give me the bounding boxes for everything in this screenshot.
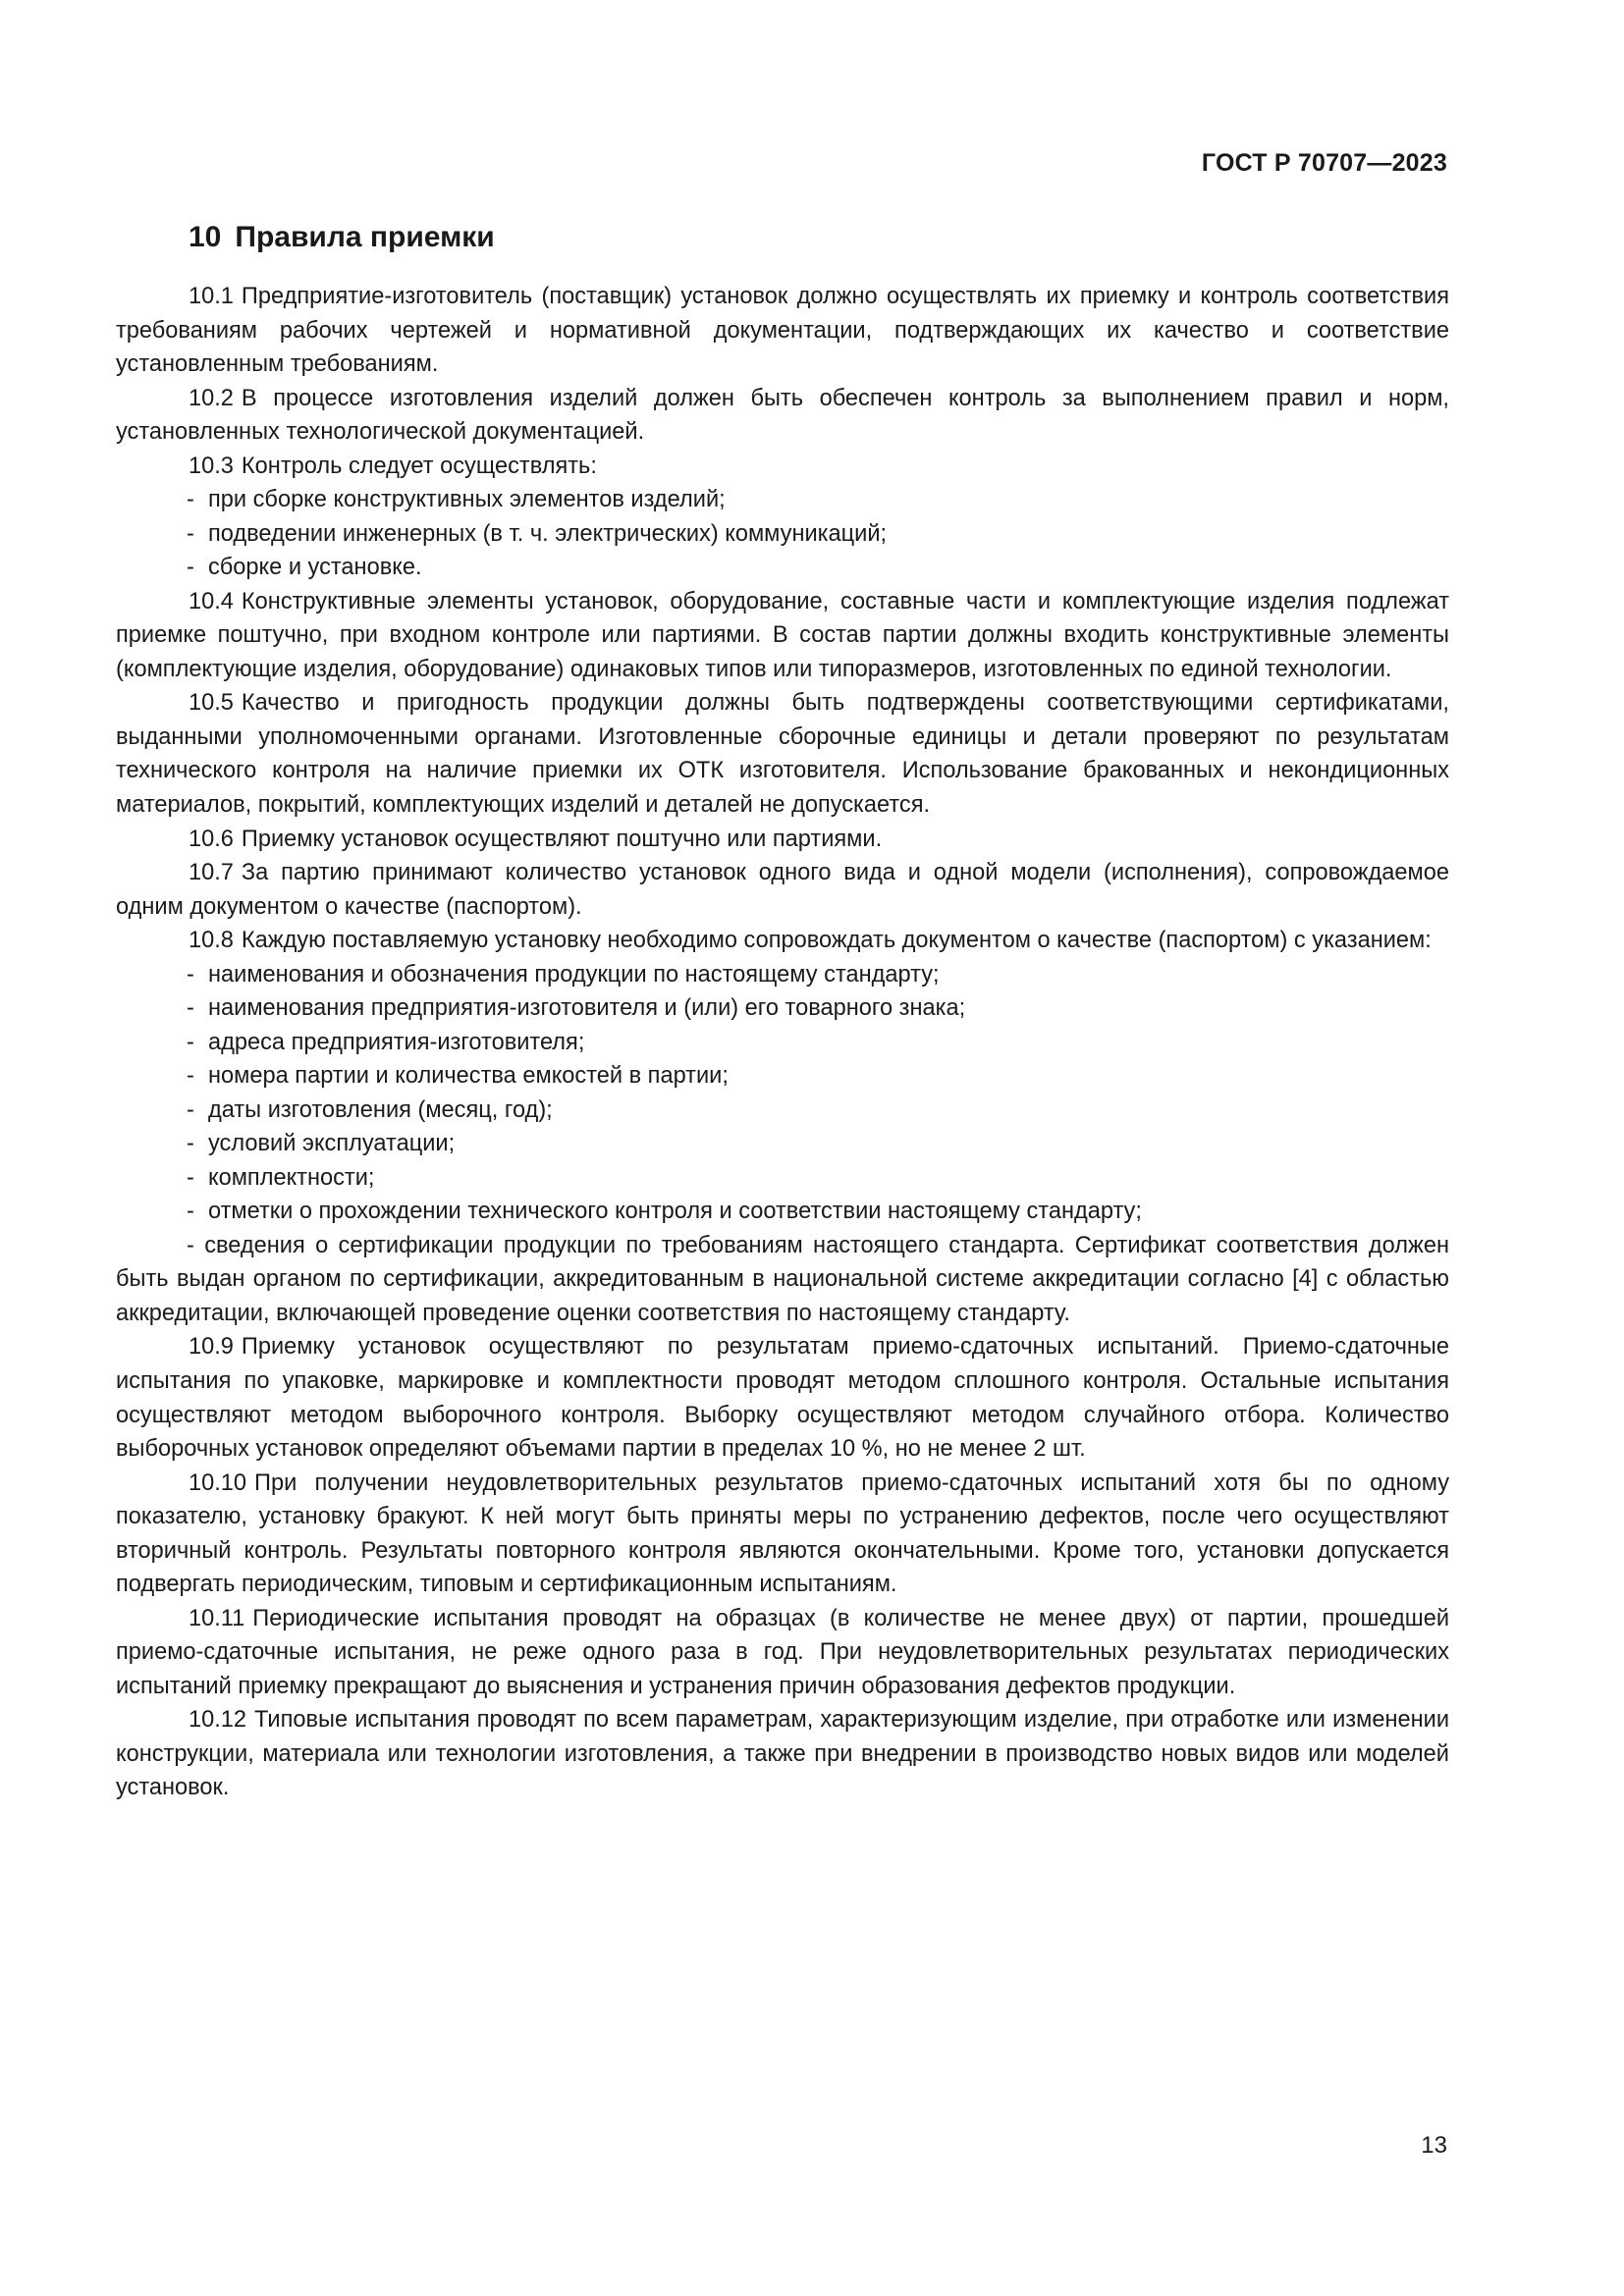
- paragraph-number: 10.5: [189, 690, 234, 717]
- list-dash: -: [187, 1232, 205, 1258]
- paragraph-10-3: [116, 450, 1449, 484]
- paragraph-text: Типовые испытания проводят по всем параметрам, характеризующим изделие, при отработке или изменении конструкции, материала или технологии изготовления, а также при внедрении в производство новых видов или моделей установок.: [116, 1707, 1449, 1801]
- document-code: ГОСТ Р 70707—2023: [1201, 149, 1447, 177]
- section-number: 10: [189, 221, 222, 253]
- paragraph-10-7: [116, 856, 1449, 924]
- paragraph-10-10: [116, 1467, 1449, 1602]
- paragraph-text: Приемку установок осуществляют поштучно или партиями.: [241, 826, 883, 852]
- list-dash: -: [187, 1063, 194, 1090]
- list-item: - адреса предприятия-изготовителя;: [116, 1026, 1449, 1060]
- list-dash: -: [187, 520, 194, 547]
- list-dash: -: [187, 487, 194, 513]
- section-body: [116, 280, 1449, 1805]
- paragraph-text: За партию принимают количество установок одного вида и одной модели (исполнения), сопровождаемое одним документом о качестве (паспортом).: [116, 860, 1449, 920]
- paragraph-text: Контроль следует осуществлять:: [241, 453, 597, 479]
- paragraph-number: 10.9: [189, 1334, 234, 1361]
- paragraph-10-2: [116, 382, 1449, 450]
- list-item: - наименования и обозначения продукции по настоящему стандарту;: [116, 958, 1449, 992]
- paragraph-number: 10.4: [189, 588, 234, 614]
- list-item: - наименования предприятия-изготовителя и (или) его товарного знака;: [116, 991, 1449, 1026]
- paragraph-text: Конструктивные элементы установок, оборудование, составные части и комплектующие изделия подлежат приемке поштучно, при входном контроле или партиями. В состав партии должны входить конструктивные элементы (комплектующие изделия, оборудование) одинаковых типов или типоразмеров, изготовленных по единой технологии.: [116, 588, 1449, 682]
- paragraph-10-9: [116, 1330, 1449, 1466]
- list-dash: -: [187, 1096, 194, 1123]
- list-dash: -: [187, 1029, 194, 1055]
- paragraph-number: 10.3: [189, 453, 234, 479]
- list-dash: -: [187, 961, 194, 988]
- list-item: - условий эксплуатации;: [116, 1127, 1449, 1161]
- paragraph-text: Периодические испытания проводят на образцах (в количестве не менее двух) от партии, прошедшей приемо-сдаточные испытания, не реже одного раза в год. При неудовлетворительных результатах периодических испытаний приемку прекращают до выяснения и устранения причин образования дефектов продукции.: [116, 1605, 1449, 1699]
- list-item: - при сборке конструктивных элементов изделий;: [116, 483, 1449, 517]
- paragraph-10-8: [116, 924, 1449, 958]
- list-item: - номера партии и количества емкостей в партии;: [116, 1059, 1449, 1094]
- page-content: [116, 218, 1449, 1805]
- paragraph-10-5: [116, 686, 1449, 822]
- list-item-certification: - сведения о сертификации продукции по требованиям настоящего стандарта. Сертификат соответствия должен быть выдан органом по сертификации, аккредитованным в национальной системе аккредитации согласно [4] с областью аккредитации, включающей проведение оценки соответствия по настоящему стандарту.: [116, 1232, 1449, 1326]
- page-number: 13: [1421, 2132, 1447, 2159]
- paragraph-number: 10.1: [189, 284, 234, 309]
- list-item: - комплектности;: [116, 1161, 1449, 1196]
- paragraph-number: 10.12: [189, 1707, 247, 1734]
- section-title-text: Правила приемки: [235, 221, 495, 253]
- paragraph-text: В процессе изготовления изделий должен быть обеспечен контроль за выполнением правил и норм, установленных технологической документацией.: [116, 385, 1449, 446]
- paragraph-number: 10.2: [189, 385, 234, 411]
- list-dash: -: [187, 1131, 194, 1157]
- list-dash: -: [187, 555, 194, 581]
- list-dash: -: [187, 1199, 194, 1225]
- paragraph-number: 10.6: [189, 826, 234, 852]
- paragraph-10-1: [116, 280, 1449, 382]
- paragraph-10-4: [116, 585, 1449, 687]
- paragraph-text: Предприятие-изготовитель (поставщик) установок должно осуществлять их приемку и контроль соответствия требованиям рабочих чертежей и нормативной документации, подтверждающих их качество и соответствие установленным требованиям.: [116, 284, 1449, 378]
- section-title: [189, 218, 1449, 256]
- paragraph-number: 10.10: [189, 1469, 247, 1496]
- paragraph-10-11: [116, 1602, 1449, 1704]
- paragraph-text: Каждую поставляемую установку необходимо сопровождать документом о качестве (паспортом) с указанием:: [241, 928, 1432, 954]
- list-dash: -: [187, 995, 194, 1022]
- paragraph-10-6: [116, 823, 1449, 857]
- paragraph-text: Приемку установок осуществляют по результатам приемо-сдаточных испытаний. Приемо-сдаточные испытания по упаковке, маркировке и комплектности проводят методом сплошного контроля. Остальные испытания осуществляют методом выборочного контроля. Выборку осуществляют методом случайного отбора. Количество выборочных установок определяют объемами партии в пределах 10 %, но не менее 2 шт.: [116, 1334, 1449, 1463]
- paragraph-number: 10.7: [189, 860, 234, 886]
- list-item: - даты изготовления (месяц, год);: [116, 1094, 1449, 1128]
- paragraph-text: При получении неудовлетворительных результатов приемо-сдаточных испытаний хотя бы по одному показателю, установку бракуют. К ней могут быть приняты меры по устранению дефектов, после чего осуществляют вторичный контроль. Результаты повторного контроля являются окончательными. Кроме того, установки допускается подвергать периодическим, типовым и сертификационным испытаниям.: [116, 1469, 1449, 1598]
- paragraph-number: 10.11: [189, 1605, 245, 1631]
- paragraph-text: Качество и пригодность продукции должны быть подтверждены соответствующими сертификатами, выданными уполномоченными органами. Изготовленные сборочные единицы и детали проверяют по результатам технического контроля на наличие приемки их ОТК изготовителя. Использование бракованных и некондиционных материалов, покрытий, комплектующих изделий и деталей не допускается.: [116, 690, 1449, 818]
- paragraph-10-12: [116, 1703, 1449, 1805]
- list-item: - сборке и установке.: [116, 551, 1449, 585]
- paragraph-number: 10.8: [189, 928, 234, 954]
- list-item: - отметки о прохождении технического контроля и соответствии настоящему стандарту;: [116, 1195, 1449, 1229]
- list-dash: -: [187, 1164, 194, 1191]
- list-item: - подведении инженерных (в т. ч. электрических) коммуникаций;: [116, 517, 1449, 552]
